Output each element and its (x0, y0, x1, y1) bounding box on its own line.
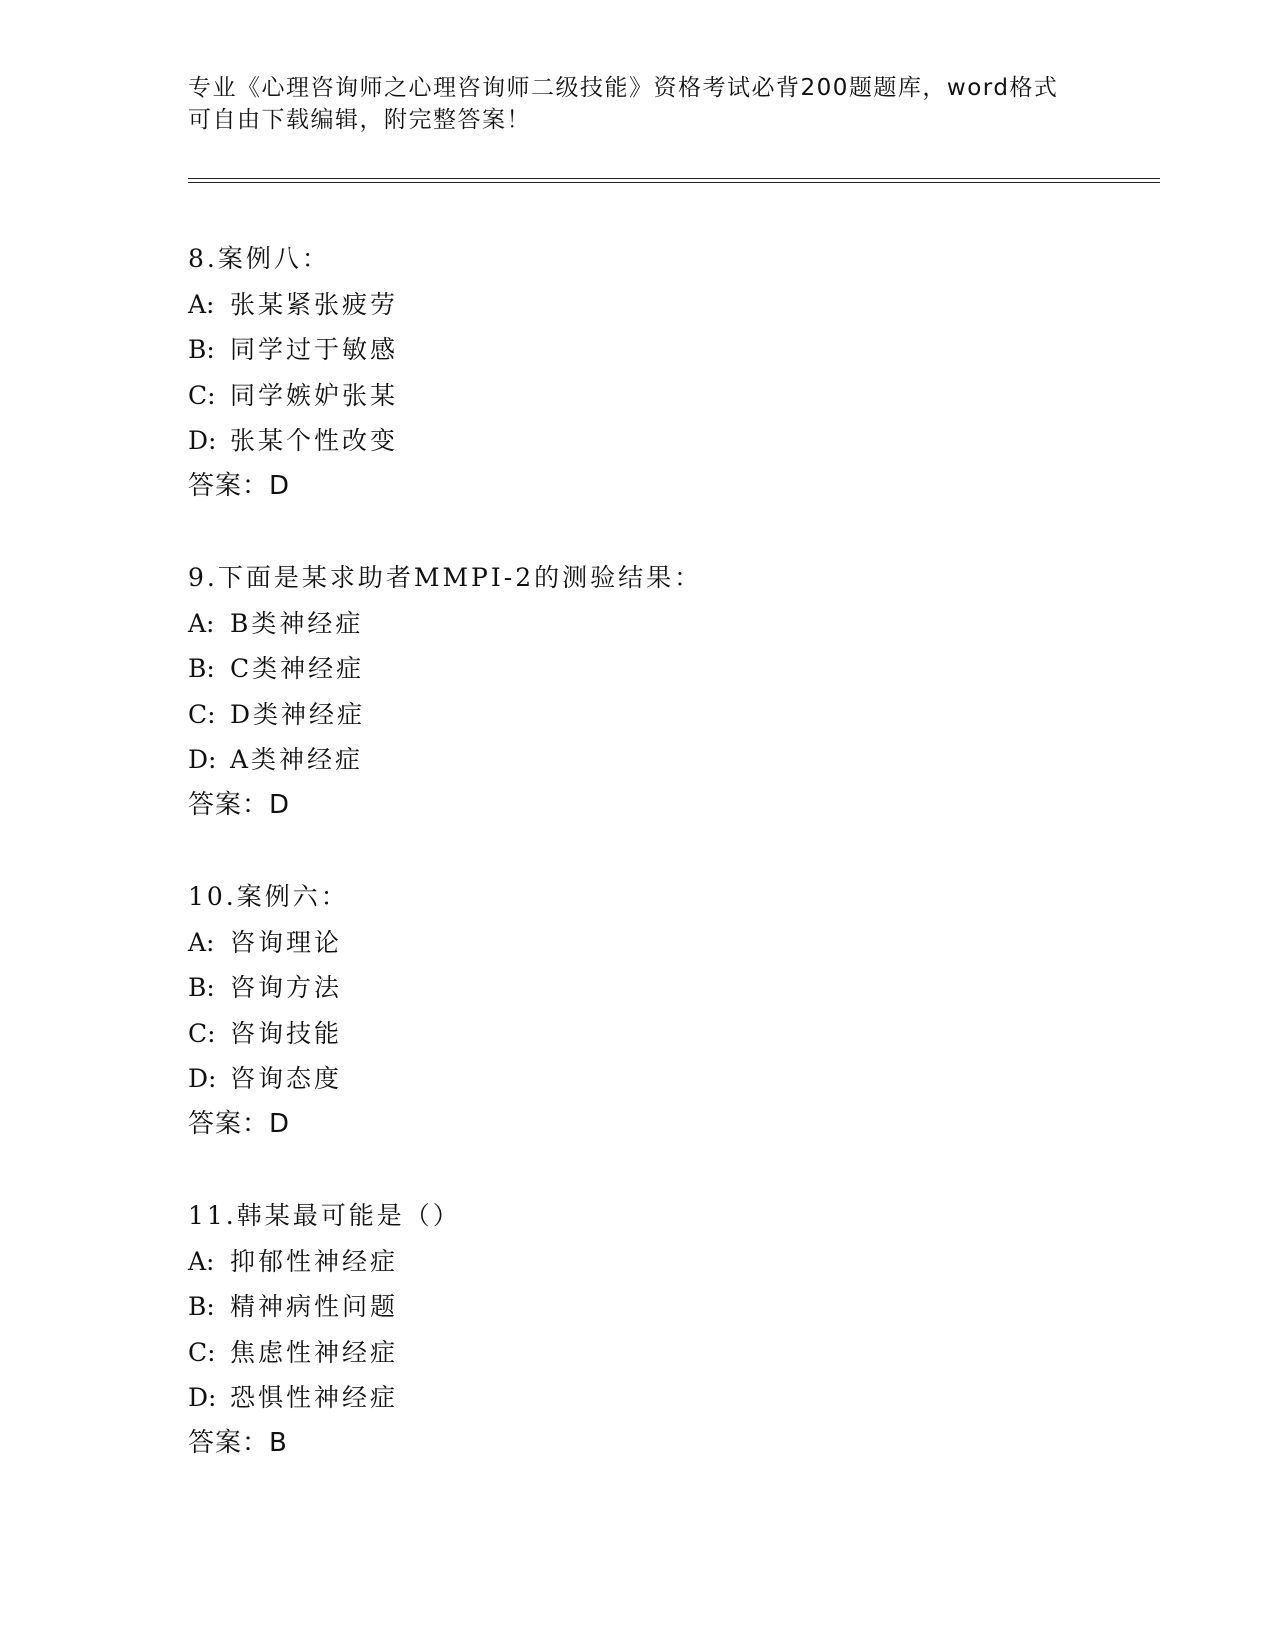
option-item (188, 1330, 1160, 1376)
option-text: 精神病性问题 (230, 1292, 399, 1321)
option-letter: A: (188, 608, 215, 638)
option-letter: A: (188, 1246, 215, 1276)
option-text: B类神经症 (230, 608, 364, 638)
option-item (188, 282, 1160, 328)
option-text: 抑郁性神经症 (230, 1246, 399, 1276)
option-item (188, 1011, 1160, 1057)
option-letter: A: (188, 289, 215, 319)
option-item (188, 920, 1160, 966)
option-letter: B: (188, 1292, 215, 1321)
option-text: 焦虑性神经症 (230, 1337, 399, 1367)
option-letter: C: (188, 1337, 216, 1367)
option-letter: D: (188, 1383, 217, 1412)
option-item (188, 1375, 1160, 1421)
option-letter: C: (188, 380, 216, 410)
option-letter: C: (188, 1018, 216, 1048)
question-item (188, 874, 1160, 1147)
option-item (188, 1056, 1160, 1102)
question-title: 8.案例八： (188, 244, 330, 273)
answer-line: 答案：D (188, 789, 291, 820)
option-letter: D: (188, 426, 217, 455)
answer-line: 答案：B (188, 1427, 288, 1458)
option-item (188, 692, 1160, 738)
option-letter: D: (188, 1064, 217, 1093)
option-text: 咨询技能 (230, 1018, 343, 1048)
header-divider (188, 178, 1160, 183)
option-item (188, 965, 1160, 1011)
header-line-2: 可自由下载编辑，附完整答案！ (188, 107, 531, 133)
answer-line: 答案：D (188, 1108, 291, 1139)
option-text: 同学嫉妒张某 (230, 380, 399, 410)
option-item (188, 1239, 1160, 1285)
option-letter: B: (188, 335, 215, 364)
option-item (188, 418, 1160, 464)
option-text: D类神经症 (230, 699, 366, 729)
option-item (188, 646, 1160, 692)
option-item (188, 327, 1160, 373)
option-letter: A: (188, 927, 215, 957)
question-list (188, 236, 1160, 1512)
question-title: 9.下面是某求助者MMPI-2的测验结果： (188, 563, 703, 592)
question-item (188, 236, 1160, 509)
document-header (188, 72, 1088, 136)
option-letter: C: (188, 699, 216, 729)
option-text: 张某紧张疲劳 (230, 289, 399, 319)
option-letter: B: (188, 654, 215, 683)
question-item (188, 1193, 1160, 1466)
question-item (188, 555, 1160, 828)
question-title: 11.韩某最可能是（） (188, 1201, 461, 1230)
header-line-1: 专业《心理咨询师之心理咨询师二级技能》资格考试必背200题题库，word格式 (188, 75, 1059, 101)
option-text: 咨询方法 (230, 973, 343, 1002)
option-text: 张某个性改变 (230, 426, 399, 455)
option-text: 咨询态度 (230, 1064, 343, 1093)
option-item (188, 737, 1160, 783)
question-title: 10.案例六： (188, 882, 349, 911)
option-text: 咨询理论 (230, 927, 343, 957)
option-item (188, 601, 1160, 647)
option-text: A类神经症 (230, 745, 364, 774)
option-item (188, 373, 1160, 419)
option-text: 恐惧性神经症 (230, 1383, 399, 1412)
answer-line: 答案：D (188, 470, 291, 501)
option-text: C类神经症 (230, 654, 365, 683)
option-text: 同学过于敏感 (230, 335, 399, 364)
option-item (188, 1284, 1160, 1330)
option-letter: B: (188, 973, 215, 1002)
option-letter: D: (188, 745, 217, 774)
